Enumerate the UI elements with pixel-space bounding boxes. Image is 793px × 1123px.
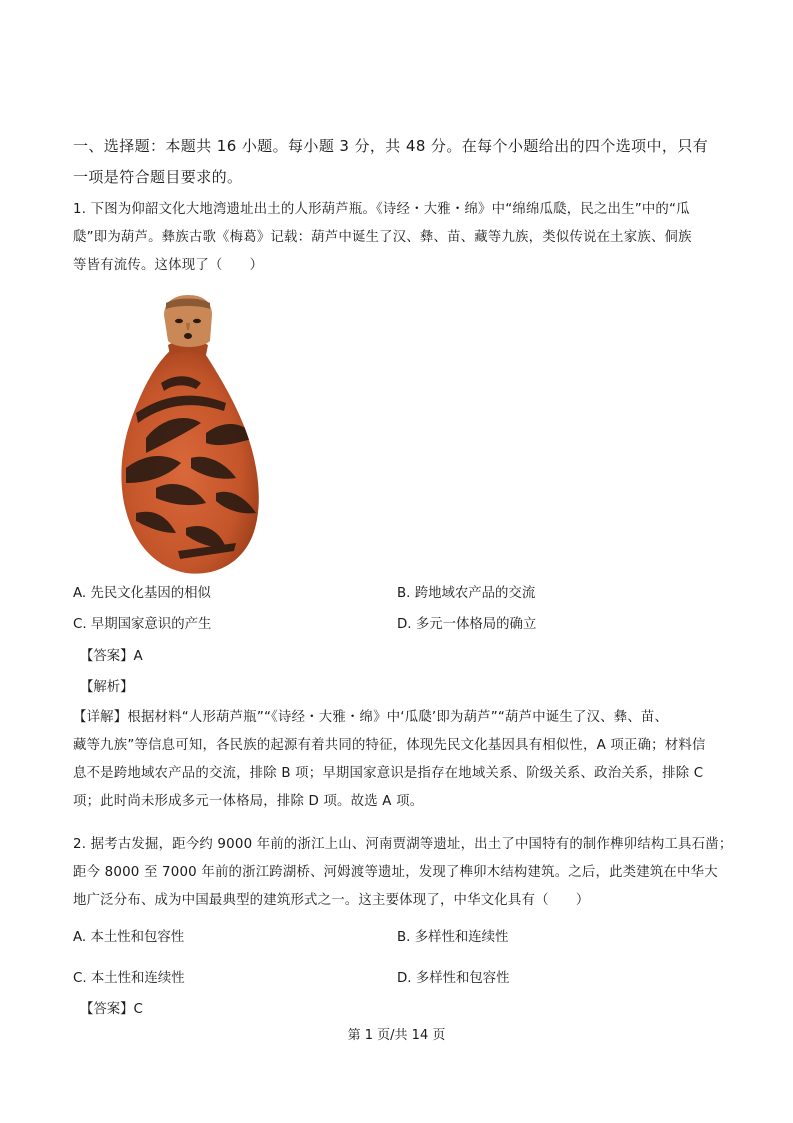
section-heading-line2: 一项是符合题目要求的。 — [73, 168, 243, 186]
q1-option-a: A. 先民文化基因的相似 — [73, 586, 211, 601]
q2-option-b: B. 多样性和连续性 — [397, 930, 509, 945]
question-1-line2: 瓞”即为葫芦。彝族古歌《梅葛》记载：葫芦中诞生了汉、彝、苗、藏等九族，类似传说在土家族、侗族 — [73, 230, 692, 245]
q1-detail-line2: 藏等九族”等信息可知，各民族的起源有着共同的特征，体现先民文化基因具有相似性，A 项正确；材料信 — [73, 738, 706, 753]
question-1-line1: 1. 下图为仰韶文化大地湾遗址出土的人形葫芦瓶。《诗经・大雅・绵》中“绵绵瓜瓞，民之出生”中的“瓜 — [73, 202, 690, 217]
question-2-line2: 距今 8000 至 7000 年前的浙江跨湖桥、河姆渡等遗址，发现了榫卯木结构建筑。之后，此类建筑在中华大 — [73, 865, 718, 880]
q1-detail-line3: 息不是跨地域农产品的交流，排除 B 项；早期国家意识是指存在地域关系、阶级关系、政治关系，排除 C — [73, 766, 704, 781]
q2-option-d: D. 多样性和包容性 — [397, 971, 510, 986]
q1-option-b: B. 跨地域农产品的交流 — [397, 586, 536, 601]
question-1-line3: 等皆有流传。这体现了（ ） — [73, 258, 264, 273]
q1-analysis-label: 【解析】 — [80, 680, 134, 695]
q1-detail-line1: 【详解】根据材料“人形葫芦瓶”“《诗经・大雅・绵》中‘瓜瓞’即为葫芦”“葫芦中诞生了汉、彝、苗、 — [73, 710, 669, 725]
question-2-line1: 2. 据考古发掘，距今约 9000 年前的浙江上山、河南贾湖等遗址，出土了中国特有的制作榫卯结构工具石凿； — [73, 837, 733, 852]
section-heading — [73, 131, 733, 193]
q1-answer: 【答案】A — [80, 649, 143, 664]
gourd-vase-image — [106, 293, 281, 575]
page-footer: 第 1 页/共 14 页 — [347, 1028, 446, 1043]
q2-option-c: C. 本土性和连续性 — [73, 971, 185, 986]
question-2-stem — [73, 831, 743, 915]
question-1-stem — [73, 196, 743, 280]
q1-detail-line4: 项；此时尚未形成多元一体格局，排除 D 项。故选 A 项。 — [73, 794, 424, 809]
question-2-line3: 地广泛分布、成为中国最典型的建筑形式之一。这主要体现了，中华文化具有（ ） — [73, 893, 590, 908]
q1-option-c: C. 早期国家意识的产生 — [73, 617, 212, 632]
q2-answer: 【答案】C — [80, 1002, 143, 1017]
q1-detail — [73, 704, 743, 816]
section-heading-line1: 一、选择题：本题共 16 小题。每小题 3 分，共 48 分。在每个小题给出的四个选项中，只有 — [73, 137, 709, 155]
q2-option-a: A. 本土性和包容性 — [73, 930, 185, 945]
q1-option-d: D. 多元一体格局的确立 — [397, 617, 537, 632]
